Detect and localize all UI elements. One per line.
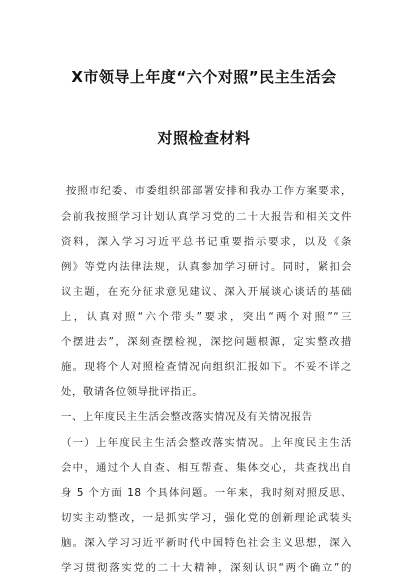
body-line: 学习贯彻落实党的二十大精神，深刻认识“两个确立”的 <box>61 562 352 574</box>
body-line: 脑。深入学习习近平新时代中国特色社会主义思想，深入 <box>61 537 352 549</box>
body-line: （一）上年度民主生活会整改落实情况。上年度民主生活 <box>61 437 352 449</box>
document-subtitle: 对照检查材料 <box>157 129 251 147</box>
body-line: 切实主动整改，一是抓实学习，强化党的创新理论武装头 <box>61 512 352 524</box>
body-line: 资料，深入学习习近平总书记重要指示要求，以及《条 <box>61 236 352 248</box>
body-line: 施。现将个人对照检查情况向组织汇报如下。不妥不详之 <box>61 361 352 373</box>
section-heading: 一、上年度民主生活会整改落实情况及有关情况报告 <box>61 411 313 423</box>
body-line: 会中，通过个人自查、相互帮查、集体交心，共查找出自 <box>61 462 352 474</box>
body-line: 会前我按照学习计划认真学习党的二十大报告和相关文件 <box>61 211 352 223</box>
body-line: 议主题，在充分征求意见建议、深入开展谈心谈话的基础 <box>61 286 352 298</box>
body-line: 例》等党内法律法规，认真参加学习研讨。同时，紧扣会 <box>61 261 352 273</box>
body-line: 个摆进去”，深刻查摆检视，深挖问题根源，定实整改措 <box>61 336 352 348</box>
body-line: 身 5 个方面 18 个具体问题。一年来，我时刻对照反思、 <box>61 487 352 499</box>
body-line: 处，敬请各位领导批评指正。 <box>61 386 204 398</box>
document-title: X市领导上年度“六个对照”民主生活会 <box>71 68 337 86</box>
body-line: 上，认真对照“六个带头”要求，突出“两个对照”“三 <box>61 311 352 323</box>
body-line: 按照市纪委、市委组织部部署安排和我办工作方案要求， <box>66 185 352 197</box>
